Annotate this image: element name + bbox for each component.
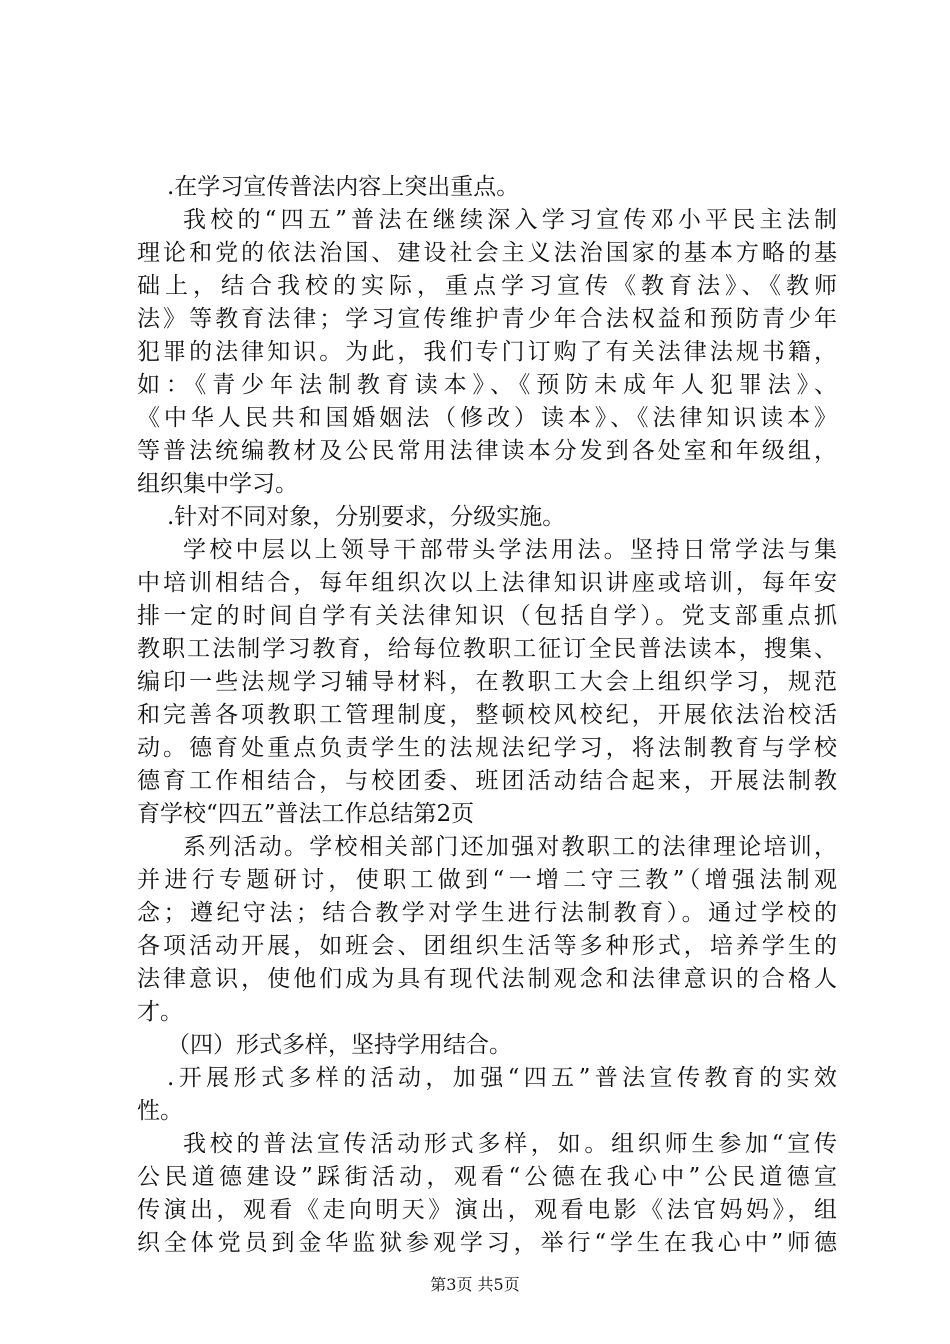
- body-text-line: 系列活动。学校相关部门还加强对教职工的法律理论培训，: [183, 834, 837, 860]
- body-text-line: 础上，结合我校的实际，重点学习宣传《教育法》、《教师: [137, 273, 837, 299]
- body-text-line: 如：《青少年法制教育读本》、《预防未成年人犯罪法》、: [137, 372, 837, 398]
- body-text-line: 动。德育处重点负责学生的法规法纪学习，将法制教育与学校: [137, 735, 837, 761]
- body-text-line: 理论和党的依法治国、建设社会主义法治国家的基本方略的基: [137, 240, 837, 266]
- body-text-line: 编印一些法规学习辅导材料，在教职工大会上组织学习，规范: [137, 669, 837, 695]
- body-text-line: 和完善各项教职工管理制度，整顿校风校纪，开展依法治校活: [137, 702, 837, 728]
- body-text-line: 学校中层以上领导干部带头学法用法。坚持日常学法与集: [183, 537, 837, 563]
- body-text-line: 公民道德建设”踩街活动，观看“公德在我心中”公民道德宣: [137, 1164, 837, 1190]
- body-text-line: 并进行专题研讨，使职工做到“一增二守三教”（增强法制观: [137, 867, 837, 893]
- body-text-line: 《中华人民共和国婚姻法（修改）读本》、《法律知识读本》: [137, 405, 837, 431]
- body-text-line: .针对不同对象，分别要求，分级实施。: [167, 504, 566, 530]
- body-text-line: 组织集中学习。: [137, 471, 298, 497]
- body-text-line: 性。: [137, 1098, 183, 1124]
- body-text-line: .开展形式多样的活动，加强“四五”普法宣传教育的实效: [167, 1065, 837, 1091]
- body-text-line: 传演出，观看《走向明天》演出，观看电影《法官妈妈》，组: [137, 1197, 837, 1223]
- body-text-line: 我校的普法宣传活动形式多样，如。组织师生参加“宣传: [183, 1131, 837, 1157]
- body-text-line: 才。: [137, 999, 183, 1025]
- body-text-line: 中培训相结合，每年组织次以上法律知识讲座或培训，每年安: [137, 570, 837, 596]
- body-text-line: 排一定的时间自学有关法律知识（包括自学）。党支部重点抓: [137, 603, 837, 629]
- body-text-line: 德育工作相结合，与校团委、班团活动结合起来，开展法制教: [137, 768, 837, 794]
- body-text-line: （四）形式多样，坚持学用结合。: [167, 1032, 512, 1058]
- body-text-line: 犯罪的法律知识。为此，我们专门订购了有关法律法规书籍，: [137, 339, 837, 365]
- body-text-line: .在学习宣传普法内容上突出重点。: [167, 174, 520, 200]
- body-text-line: 各项活动开展，如班会、团组织生活等多种形式，培养学生的: [137, 933, 837, 959]
- body-text-line: 等普法统编教材及公民常用法律读本分发到各处室和年级组，: [137, 438, 837, 464]
- page-footer: 第3页 共5页: [430, 1275, 520, 1294]
- body-text-line: 教职工法制学习教育，给每位教职工征订全民普法读本，搜集、: [137, 636, 837, 662]
- body-text-line: 法律意识，使他们成为具有现代法制观念和法律意识的合格人: [137, 966, 837, 992]
- body-text-line: 念；遵纪守法；结合教学对学生进行法制教育）。通过学校的: [137, 900, 837, 926]
- document-body: [137, 171, 837, 1260]
- body-text-line: 我校的“四五”普法在继续深入学习宣传邓小平民主法制: [183, 207, 837, 233]
- body-text-line: 法》等教育法律；学习宣传维护青少年合法权益和预防青少年: [137, 306, 837, 332]
- body-text-line: 织全体党员到金华监狱参观学习，举行“学生在我心中”师德: [137, 1230, 837, 1256]
- body-text-line: 育学校“四五”普法工作总结第2页: [137, 801, 475, 827]
